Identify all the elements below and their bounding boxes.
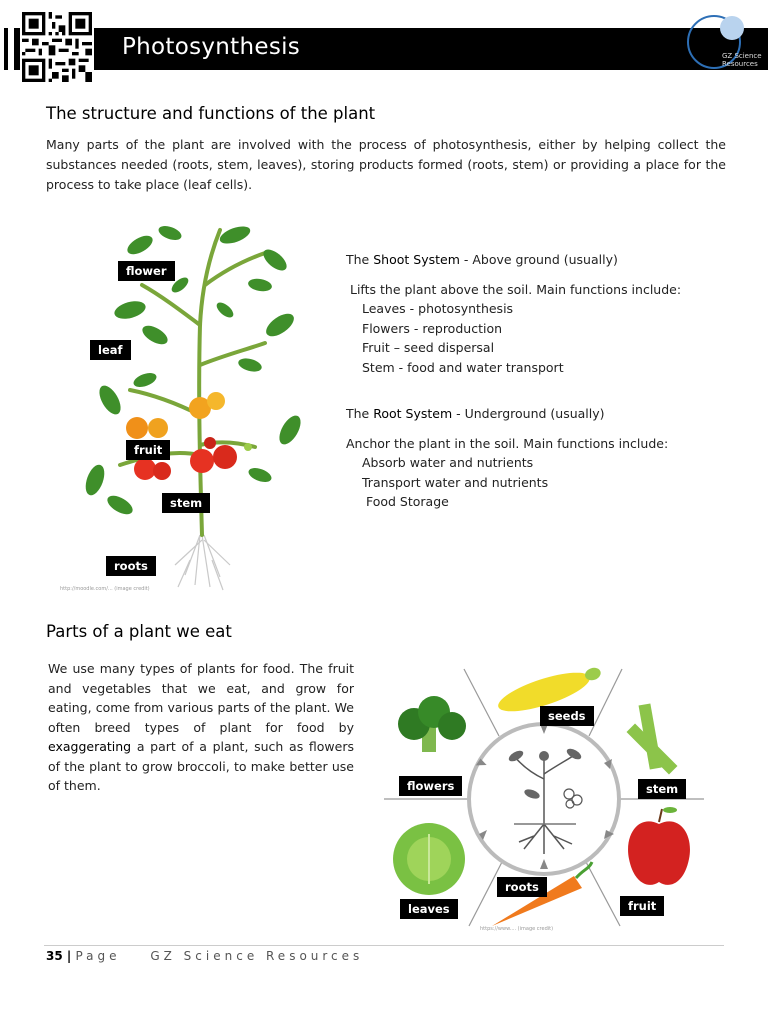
list-item: Absorb water and nutrients [362,455,534,470]
plant-parts-we-eat-diagram [384,664,706,932]
root-system-heading [346,404,605,424]
eat-label-stem: stem [638,779,686,799]
section-title-eat: Parts of a plant we eat [46,622,232,641]
list-item: Food Storage [362,494,449,509]
eat-label-seeds: seeds [540,706,594,726]
plant-image-credit: http://moodle.com/... (image credit) [60,586,150,592]
footer-separator: | [62,949,76,963]
shoot-prefix: The [346,252,374,267]
plant-label-flower: flower [118,261,175,281]
list-item: Flowers - reproduction [362,320,503,336]
plant-label-fruit: fruit [126,440,170,460]
footer-org: GZ Science Resources [150,949,364,963]
logo-text-line2: Resources [722,60,758,68]
list-item: Leaves - photosynthesis [362,301,514,316]
root-prefix: The [346,406,374,421]
eat-label-roots: roots [497,877,547,897]
plant-label-leaf: leaf [90,340,131,360]
root-system-name: Root System [373,406,453,421]
section2-paragraph [48,659,354,796]
eat-label-flowers: flowers [399,776,462,796]
shoot-function-list [362,299,564,377]
header-bar [0,28,768,70]
shoot-system-heading [346,250,618,270]
root-suffix: - Underground (usually) [452,406,605,421]
logo-text-line1: GZ Science [722,52,762,60]
root-function-list [362,453,548,512]
page-footer [46,949,363,963]
shoot-intro: Lifts the plant above the soil. Main functions include: [350,282,682,297]
section-intro: Many parts of the plant are involved with the process of photosynthesis, either by helping collect the substances needed (roots, stem, leaves), storing products formed (roots, stem) or providing a place for the process to take place (leaf cells). [46,137,726,192]
qr-code[interactable] [20,12,94,82]
page-number: 35 [46,949,63,963]
para-highlight: exaggerating [48,739,132,754]
list-item: Fruit – seed dispersal [362,340,495,355]
shoot-suffix: - Above ground (usually) [459,252,618,267]
section-title-structure: The structure and functions of the plant [46,104,376,123]
para-text: a part of a plant, such as flowers of the plant to grow broccoli, to make better use of them. [48,739,354,793]
plant-label-stem: stem [162,493,210,513]
footer-page-word: Page [75,949,121,963]
eat-label-leaves: leaves [400,899,458,919]
eat-label-fruit: fruit [620,896,664,916]
page-title: Photosynthesis [122,34,301,60]
eat-image-credit: https://www.... (image credit) [480,926,554,932]
header-notch-stripe [4,28,8,70]
plant-label-roots: roots [106,556,156,576]
footer-divider [44,945,724,946]
tomato-plant-icon [60,215,320,600]
shoot-system-name: Shoot System [373,252,460,267]
list-item: Stem - food and water transport [362,359,564,375]
list-item: Transport water and nutrients [362,474,549,490]
para-text: We use many types of plants for food. The fruit and vegetables that we eat, and grow for eating, come from various parts of the plant. We often breed types of plant for food by [48,661,354,735]
logo-text [722,52,766,68]
tomato-plant-diagram [60,215,320,600]
root-intro: Anchor the plant in the soil. Main functions include: [346,436,669,451]
